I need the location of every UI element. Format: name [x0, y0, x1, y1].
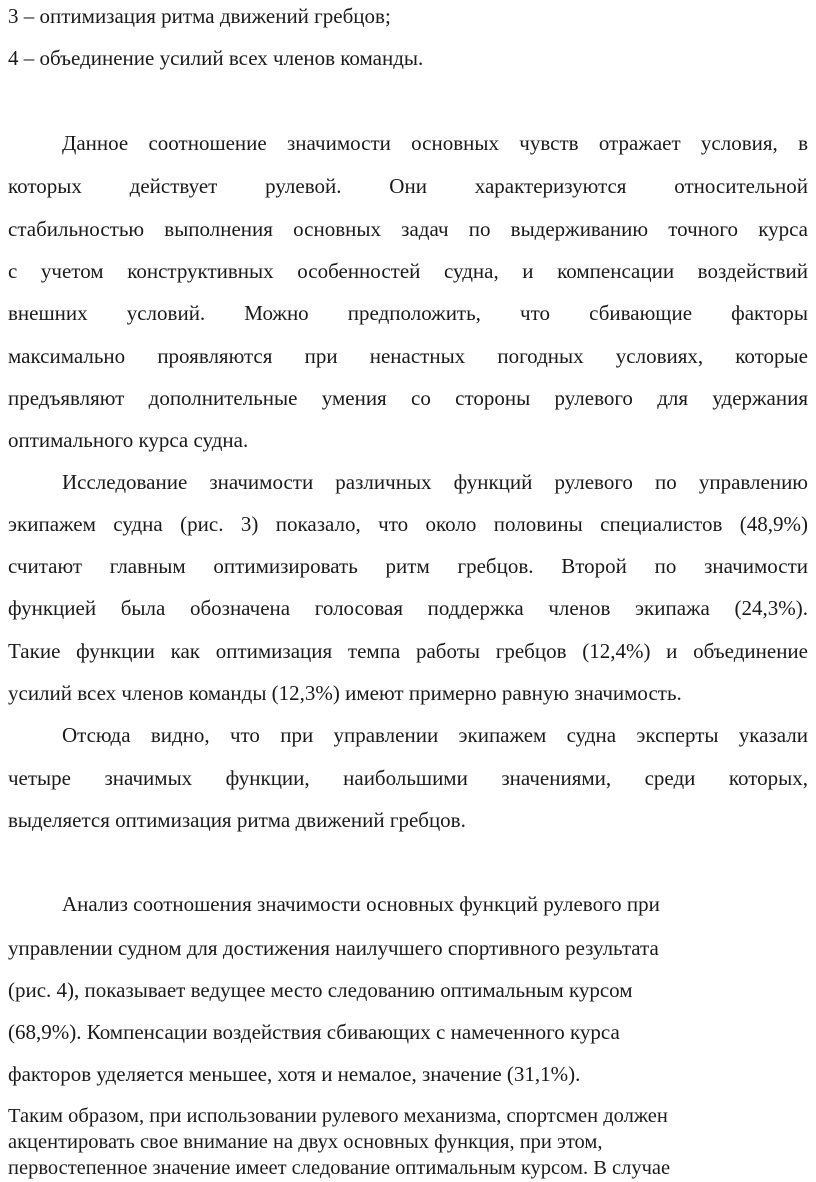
paragraph-1-line: максимально проявляются при ненастных погодных условиях, которые [8, 344, 808, 368]
paragraph-1-line: которых действует рулевой. Они характеризуются относительной [8, 174, 808, 198]
paragraph-5-line: Таким образом, при использовании рулевого механизма, спортсмен должен [8, 1105, 668, 1127]
list-item-4: 4 – объединение усилий всех членов команды. [8, 46, 424, 70]
paragraph-2-line: усилий всех членов команды (12,3%) имеют примерно равную значимость. [8, 681, 682, 705]
paragraph-4-line: Анализ соотношения значимости основных функций рулевого при [62, 892, 660, 916]
paragraph-4-line: управлении судном для достижения наилучшего спортивного результата [8, 936, 659, 960]
paragraph-2-line: экипажем судна (рис. 3) показало, что около половины специалистов (48,9%) [8, 512, 808, 536]
paragraph-1-line: Данное соотношение значимости основных чувств отражает условия, в [62, 131, 808, 155]
paragraph-4-line: (рис. 4), показывает ведущее место следованию оптимальным курсом [8, 978, 633, 1002]
paragraph-1-line: предъявляют дополнительные умения со стороны рулевого для удержания [8, 386, 808, 410]
paragraph-2-line: Такие функции как оптимизация темпа работы гребцов (12,4%) и объединение [8, 639, 808, 663]
paragraph-3-line: Отсюда видно, что при управлении экипажем судна эксперты указали [62, 723, 808, 747]
paragraph-2-line: Исследование значимости различных функций рулевого по управлению [62, 470, 808, 494]
paragraph-2-line: считают главным оптимизировать ритм гребцов. Второй по значимости [8, 554, 808, 578]
paragraph-1-line: оптимального курса судна. [8, 428, 249, 452]
paragraph-3-line: выделяется оптимизация ритма движений гребцов. [8, 808, 466, 832]
paragraph-5-line: первостепенное значение имеет следование оптимальным курсом. В случае [8, 1157, 671, 1179]
paragraph-5-line: акцентировать свое внимание на двух основных функция, при этом, [8, 1131, 603, 1153]
paragraph-3-line: четыре значимых функции, наибольшими значениями, среди которых, [8, 766, 808, 790]
paragraph-4-line: (68,9%). Компенсации воздействия сбивающих с намеченного курса [8, 1020, 620, 1044]
list-item-3: 3 – оптимизация ритма движений гребцов; [8, 4, 391, 28]
paragraph-2-line: функцией была обозначена голосовая поддержка членов экипажа (24,3%). [8, 596, 808, 620]
paragraph-4-line: факторов уделяется меньшее, хотя и немалое, значение (31,1%). [8, 1062, 581, 1086]
paragraph-1-line: стабильностью выполнения основных задач по выдерживанию точного курса [8, 217, 808, 241]
paragraph-1-line: с учетом конструктивных особенностей судна, и компенсации воздействий [8, 259, 808, 283]
paragraph-1-line: внешних условий. Можно предположить, что сбивающие факторы [8, 301, 808, 325]
